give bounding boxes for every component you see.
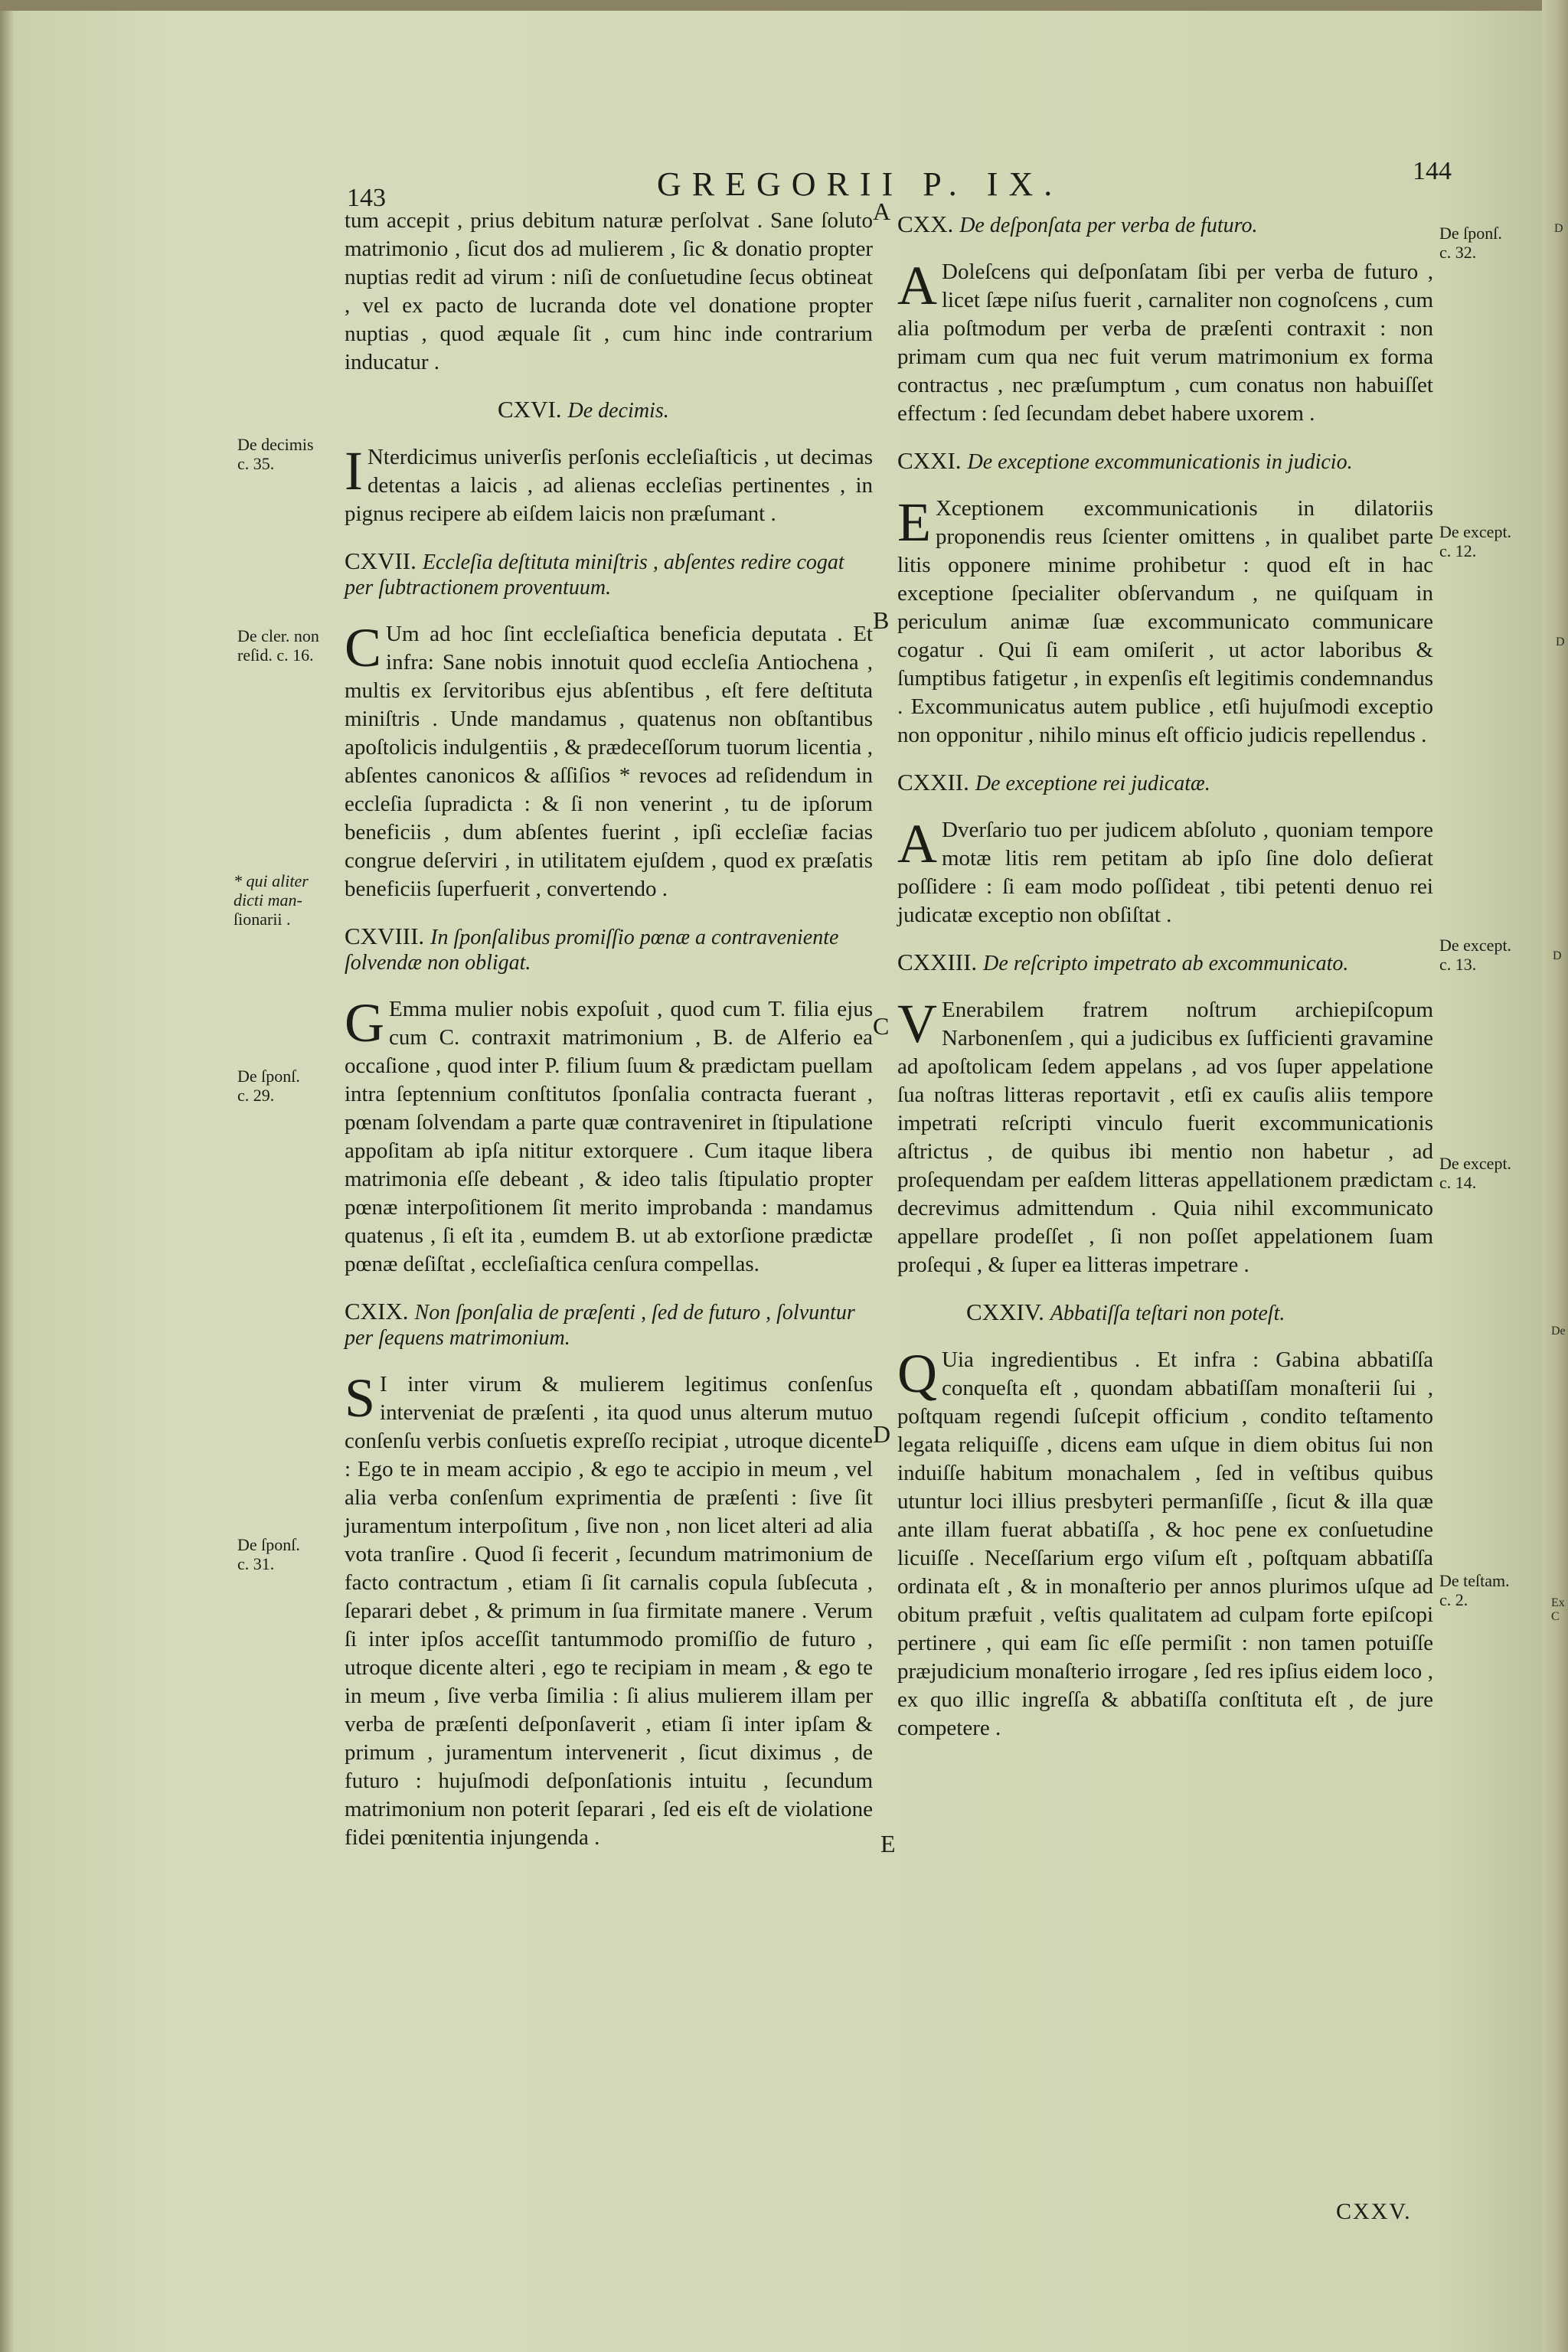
section-body: A Dverſario tuo per judicem abſoluto , quoniam tempore motæ litis rem petitam ab ipſo ſine dolo deſierat poſſidere : ſi eam modo poſſideat , tibi petenti denuo rei judicatæ exceptio non obſiſtat . xyxy=(897,813,1433,927)
right-text-column xyxy=(897,198,1433,1743)
section-body: A Doleſcens qui deſponſatam ſibi per verba de futuro , licet ſæpe niſus fuerit , carnaliter non cognoſcens , cum alia poſtmodum per verba de præſenti contraxit : non primam cum qua nec fuit verum matrimonium ex forma contractus , nec præſumptum , cum conatus non habuiſſet effectum : ſed ſecundam debet habere uxorem . xyxy=(897,255,1433,426)
drop-cap: S xyxy=(345,1367,376,1429)
edge-fragment: D xyxy=(1554,222,1563,235)
margin-note: De decimis c. 35. xyxy=(237,435,314,473)
drop-cap: I xyxy=(345,440,363,501)
section-marker: A xyxy=(873,198,891,225)
catchword: CXXV. xyxy=(1336,2199,1412,2224)
section-heading: CXIX. Non ſponſalia de præſenti , ſed de futuro , ſolvuntur per ſequens matrimonium. xyxy=(345,1298,855,1350)
section-marker: D xyxy=(873,1420,891,1448)
drop-cap: Q xyxy=(897,1343,937,1404)
running-title: GREGORII P. IX. xyxy=(657,165,1063,203)
section-body: C Um ad hoc ſint eccleſiaſtica beneficia deputata . Et infra: Sane nobis innotuit quod eccleſia Antiochena , multis ex ſervitoribus ejus abſentibus , eſt fere deſtituta miniſtris . Unde mandamus , quatenus non obſtantibus apoſtolicis indulgentiis , & prædeceſſorum tuorum licentia , abſentes canonicos & aſſiſios * revoces ad reſidendum in eccleſia ſupradicta : & ſi non venerint , tu de ipſorum beneficiis , dum abſentes fuerint , ipſi eccleſiæ facias congrue deſerviri , in utilitatem ejuſdem , quod ex præſatis beneficiis ſuperfuerit , convertendo . xyxy=(345,617,873,901)
section-heading: CXVI. De decimis. xyxy=(498,396,669,423)
section-heading: CXXI. De exceptione excommunicationis in judicio. xyxy=(897,447,1353,474)
margin-note: De ſponſ. c. 32. xyxy=(1439,224,1502,262)
edge-fragment: Ex C xyxy=(1551,1596,1565,1623)
top-page-edge xyxy=(0,0,1568,11)
drop-cap: V xyxy=(897,993,937,1054)
section-heading: CXX. De deſponſata per verba de futuro. xyxy=(897,211,1258,237)
drop-cap: C xyxy=(345,617,382,678)
section-marker: B xyxy=(873,606,890,634)
left-text-column xyxy=(345,207,873,1852)
section-marker: C xyxy=(873,1012,890,1040)
drop-cap: A xyxy=(897,255,937,316)
section-body: Q Uia ingredientibus . Et infra : Gabina abbatiſſa conqueſta eſt , quondam abbatiſſam monaſterii ſui , poſtquam regendi ſuſcepit officium , condito teſtamento legata reliquiſſe , dicens eam uſque in diem obitus ſui non induiſſe habitum monachalem , ſed in veſtibus quibus utuntur loci illius presbyteri permanſiſſe , ſicut & illa quæ ante illam fuerat abbatiſſa , & hoc pene ex conſuetudine licuiſſe . Neceſſarium ergo viſum eſt , poſtquam abbatiſſa ordinata eſt , & in monaſterio per annos plurimos uſque ad obitum præfuit , veſtis qualitatem ad culpam forte epiſcopi pertinere , qui eam ſic eſſe permiſit : non tamen potuiſſe præjudicium monaſterio irrogare , ſed res ipſius eidem loco , ex quo illic ingreſſa & abbatiſſa conſtituta eſt , de jure competere . xyxy=(897,1343,1433,1740)
edge-fragment: D xyxy=(1553,949,1562,962)
section-heading: CXVII. Eccleſia deſtituta miniſtris , abſentes redire cogat per ſubtractionem proventuum. xyxy=(345,547,844,599)
edge-fragment: De xyxy=(1551,1325,1566,1338)
margin-note: De except. c. 13. xyxy=(1439,936,1512,974)
drop-cap: A xyxy=(897,813,937,874)
section-body: S I inter virum & mulierem legitimus conſenſus interveniat de præſenti , ita quod unus alterum mutuo conſenſu verbis conſuetis expreſſo recipiat , utroque dicente : Ego te in meam accipio , & ego te accipio in meum , vel alia verba conſenſum exprimentia de præſenti : ſive ſit juramentum interpoſitum , ſive non , non licet alteri ad alia vota tranſire . Quod ſi fecerit , ſecundum matrimonium de facto contractum , etiam ſi ſit carnalis copula ſubſecuta , ſeparari debet , & primum in ſua firmitate manere . Verum ſi inter ipſos acceſſit tantummodo promiſſio de futuro , utroque dicente alteri , ego te recipiam in meam , & ego te in meum , ſive verba ſimilia : ſi alius mulierem illam per verba de præſenti deſponſaverit , etiam ſi inter ipſam & primum , juramentum intervenerit , ſicut diximus , de futuro : hujuſmodi deſponſationis intuitu , ſecundum matrimonium non poterit ſeparari , ſed eis eſt de violatione fidei pœnitentia injungenda . xyxy=(345,1367,873,1850)
margin-note: De except. c. 14. xyxy=(1439,1154,1512,1192)
section-body: G Emma mulier nobis expoſuit , quod cum T. filia ejus cum C. contraxit matrimonium , B. de Alferio ea occaſione , quod inter P. filium ſuum & prædictam puellam intra ſeptennium conſtitutos ſponſalia contracta fuerant , pœnam ſolvendam a parte quæ contraveniret in ſtipulatione appoſitam ab ipſa nititur extorquere . Cum itaque libera matrimonia eſſe debeant , & ideo talis ſtipulatio propter pœnæ interpoſitionem ſit merito improbanda : mandamus quatenus , ſi eſt ita , eumdem B. ut ab extorſione prædictæ pœnæ deſiſtat , eccleſiaſtica cenſura compellas. xyxy=(345,992,873,1276)
section-marker: E xyxy=(880,1830,896,1857)
section-body: V Enerabilem fratrem noſtrum archiepiſcopum Narbonenſem , qui a judicibus ex ſufficienti gravamine ad apoſtolicam ſedem appelans , ad vos ſuper appelatione ſua noſtras litteras reportavit , etſi ex cauſis aliis tempore impetrati reſcripti vinculo fuerit excommunicationis aſtrictus , de quibus ibi mentio non habetur , ad proſequendam per eaſdem litteras appellationem prædictam decrevimus admittendum . Quia nihil excommunicato appellare prodeſſet , ſi non poſſet appelationem ſuam proſequi , & ſuper ea litteras impetrare . xyxy=(897,993,1433,1277)
margin-note: De ſponſ. c. 31. xyxy=(237,1535,300,1573)
section-heading: CXXIV. Abbatiſſa teſtari non poteſt. xyxy=(966,1298,1285,1325)
continued-paragraph: tum accepit , prius debitum naturæ perſolvat . Sane ſoluto matrimonio , ſicut dos ad mulierem , ſic & donatio propter nuptias redit ad virum : niſi de conſuetudine ſecus obtineat , vel ex pacto de lucranda dote vel donatione propter nuptias , quod æquale ſit , cum hinc inde contrarium inducatur . xyxy=(345,208,873,374)
section-body: I Nterdicimus univerſis perſonis eccleſiaſticis , ut decimas detentas a laicis , ad alienas eccleſias pertinentes , in pignus recipere ab eiſdem laicis non præſumant . xyxy=(345,440,873,526)
margin-note: De cler. non reſid. c. 16. xyxy=(237,626,319,665)
page-number-right: 144 xyxy=(1413,157,1452,185)
next-page-edge xyxy=(1542,0,1568,2352)
section-body: E Xceptionem excommunicationis in dilatoriis proponendis reus ſcienter omittens , in qualibet parte litis opponere minime prohibetur : quod eſt in hac exceptione ſpecialiter obſervandum , ne quiſquam in periculum animæ ſuæ excommunicato communicare cogatur . Qui ſi eam omiſerit , ut actor laboribus & ſumptibus fatigetur , in expenſis eſt legitimis condemnandus . Excommunicatus autem publice , etſi hujuſmodi exceptio non opponitur , nihilo minus eſt officio judicis repellendus . xyxy=(897,492,1433,747)
section-heading: CXVIII. In ſponſalibus promiſſio pœnæ a contraveniente ſolvendæ non obligat. xyxy=(345,923,839,975)
margin-note: De teſtam. c. 2. xyxy=(1439,1571,1510,1609)
page-number-left: 143 xyxy=(347,184,386,212)
section-heading: CXXIII. De reſcripto impetrato ab excommunicato. xyxy=(897,949,1349,975)
drop-cap: G xyxy=(345,992,384,1054)
edge-fragment: D xyxy=(1556,635,1565,648)
margin-note: De except. c. 12. xyxy=(1439,522,1512,560)
drop-cap: E xyxy=(897,492,931,553)
margin-note: De ſponſ. c. 29. xyxy=(237,1067,300,1105)
section-heading: CXXII. De exceptione rei judicatæ. xyxy=(897,769,1210,795)
margin-note: * qui aliter dicti man- ſionarii . xyxy=(234,871,309,929)
book-spine-shadow xyxy=(0,0,14,2352)
